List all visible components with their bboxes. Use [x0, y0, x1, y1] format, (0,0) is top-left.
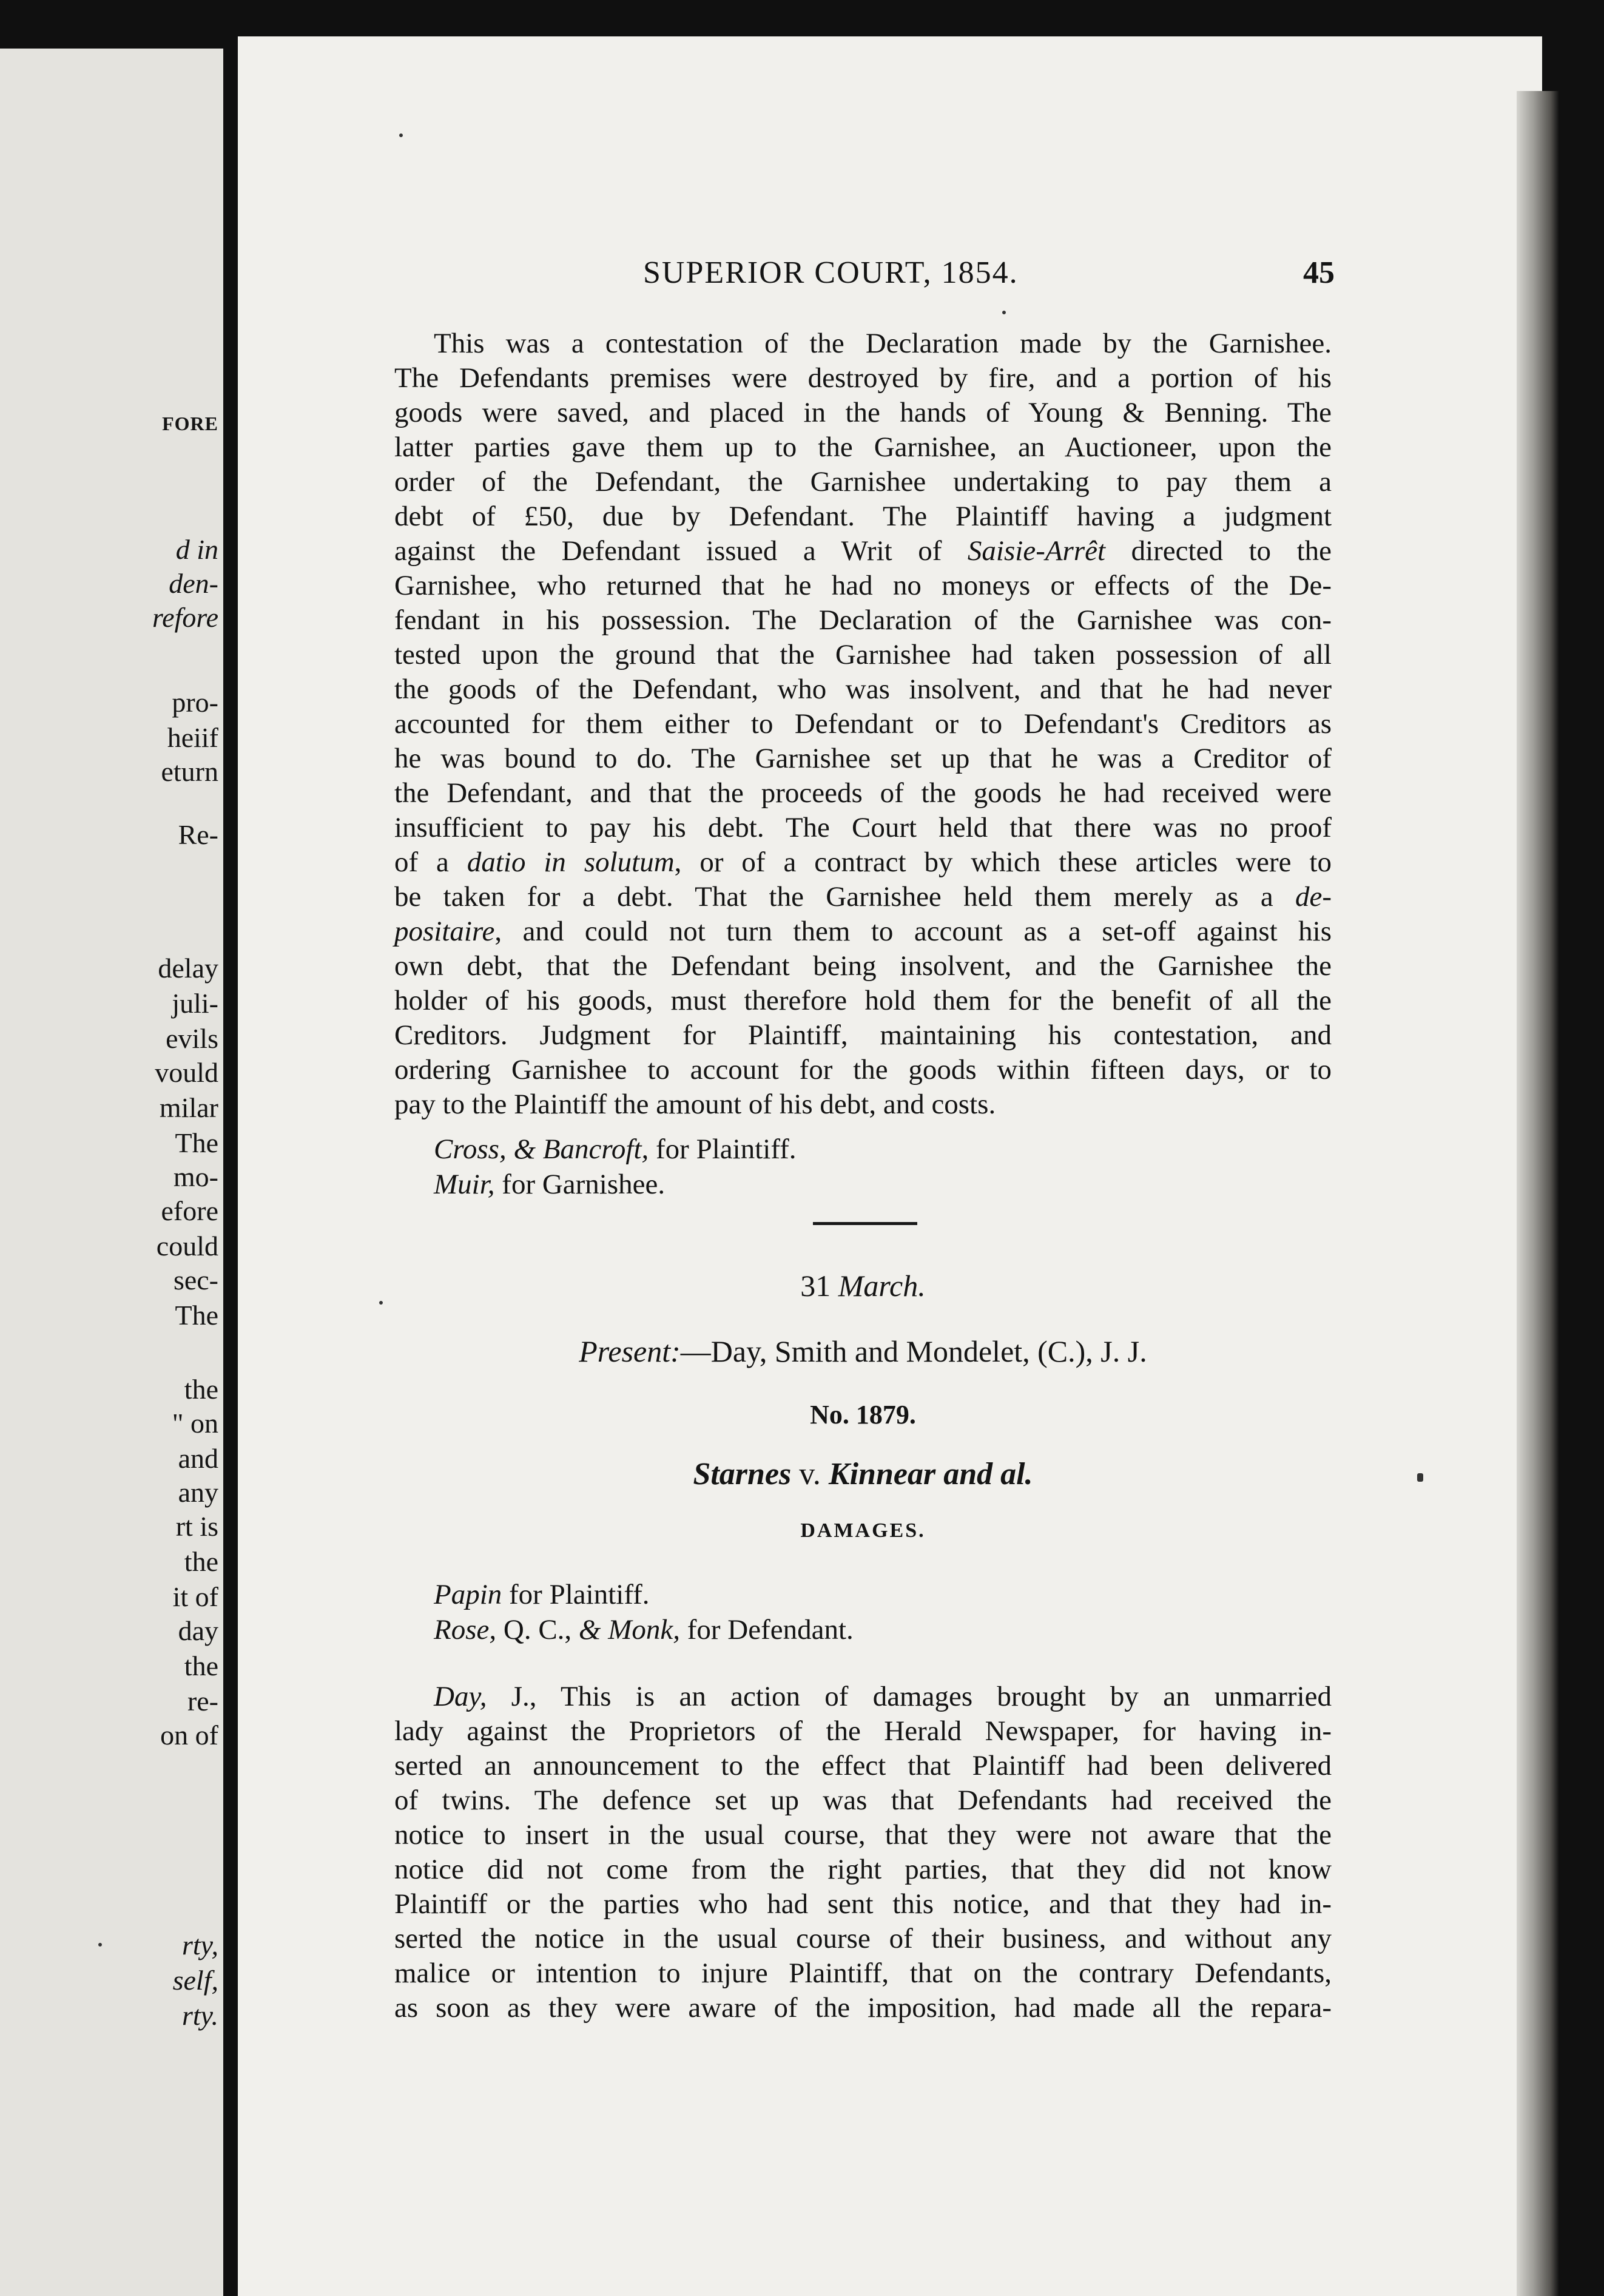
margin-fragment: and: [178, 1443, 218, 1474]
page-number: 45: [1303, 255, 1335, 290]
text-line: Plaintiff or the parties who had sent this notice, and that they had in-: [394, 1888, 1332, 1920]
text-line: accounted for them either to Defendant or to Defendant's Creditors as: [394, 708, 1332, 740]
present-judges: —Day, Smith and Mondelet, (C.), J. J.: [680, 1334, 1147, 1368]
text-line: as soon as they were aware of the imposition, had made all the repara-: [394, 1992, 1332, 2024]
counsel-defendant-line: [434, 1613, 854, 1647]
plaintiff-name: Starnes: [693, 1457, 792, 1491]
counsel-names: Cross, & Bancroft,: [434, 1133, 649, 1165]
margin-fragment: pro-: [172, 687, 218, 718]
text-line: notice did not come from the right parties, that they did not know: [394, 1854, 1332, 1885]
margin-fragment: the: [184, 1546, 218, 1577]
margin-fragment: The: [175, 1300, 218, 1331]
text-line: ordering Garnishee to account for the goods within fifteen days, or to: [394, 1054, 1332, 1086]
section-divider: [813, 1222, 917, 1225]
counsel-title: Q. C.,: [496, 1614, 579, 1646]
text-line: of a datio in solutum, or of a contract by which these articles were to: [394, 846, 1332, 878]
text-line: own debt, that the Defendant being insolvent, and the Garnishee the: [394, 950, 1332, 982]
text-line: be taken for a debt. That the Garnishee held them merely as a de-: [394, 881, 1332, 913]
text-line: holder of his goods, must therefore hold them for the benefit of all the: [394, 985, 1332, 1016]
text-line: positaire, and could not turn them to account as a set-off against his: [394, 916, 1332, 947]
text-line: goods were saved, and placed in the hands of Young & Benning. The: [394, 397, 1332, 428]
margin-fragment: milar: [159, 1092, 218, 1123]
margin-fragment: d in: [175, 534, 218, 565]
counsel-role: for Plaintiff.: [649, 1133, 797, 1165]
text-line: against the Defendant issued a Writ of Saisie-Arrêt directed to the: [394, 535, 1332, 567]
counsel-role: for Plaintiff.: [502, 1579, 650, 1610]
bench-line: [394, 1334, 1332, 1369]
margin-fragment: vould: [155, 1057, 218, 1088]
line-text: J., This is an action of damages brought by an unmarried: [487, 1681, 1332, 1712]
margin-fragment: evils: [166, 1023, 218, 1054]
date-day: 31: [800, 1269, 838, 1303]
margin-fragment: any: [178, 1477, 218, 1508]
margin-fragment: The: [175, 1127, 218, 1158]
text-line: The Defendants premises were destroyed by fire, and a portion of his: [394, 362, 1332, 394]
text-line: pay to the Plaintiff the amount of his debt, and costs.: [394, 1089, 996, 1120]
text-line: debt of £50, due by Defendant. The Plaintiff having a judgment: [394, 501, 1332, 532]
margin-fragment: rt is: [175, 1511, 218, 1542]
scan-speck: [399, 133, 403, 137]
margin-fragment: Re-: [178, 819, 218, 850]
judgment-paragraph: [394, 1680, 1332, 2025]
text-line: insufficient to pay his debt. The Court held that there was no proof: [394, 812, 1332, 843]
counsel-plaintiff-line: [434, 1132, 797, 1167]
text-line: serted an announcement to the effect that Plaintiff had been delivered: [394, 1750, 1332, 1781]
margin-fragment: the: [184, 1650, 218, 1681]
margin-fragment: the: [184, 1374, 218, 1405]
counsel-name: Rose,: [434, 1614, 497, 1646]
text-line: latter parties gave them up to the Garnishee, an Auctioneer, upon the: [394, 431, 1332, 463]
text-line: This was a contestation of the Declaration made by the Garnishee.: [434, 328, 1332, 359]
margin-fragment: day: [178, 1615, 218, 1646]
counsel-garnishee-line: [434, 1167, 665, 1202]
text-line: of twins. The defence set up was that Defendants had received the: [394, 1784, 1332, 1816]
text-line: malice or intention to injure Plaintiff, that on the contrary Defendants,: [394, 1957, 1332, 1989]
margin-fragment: delay: [158, 953, 218, 984]
case-title: [394, 1456, 1332, 1492]
margin-fragment: sec-: [173, 1264, 218, 1295]
running-header: [388, 255, 1335, 297]
text-line: tested upon the ground that the Garnishee had taken possession of all: [394, 639, 1332, 670]
margin-fragment: juli-: [172, 988, 218, 1019]
margin-fragment: could: [156, 1231, 218, 1261]
text-line: lady against the Proprietors of the Herald Newspaper, for having in-: [394, 1715, 1332, 1747]
margin-fragment: " on: [172, 1408, 218, 1439]
text-line: order of the Defendant, the Garnishee undertaking to pay them a: [394, 466, 1332, 498]
versus: v.: [791, 1457, 829, 1491]
scan-speck: [98, 1943, 102, 1947]
defendant-name: Kinnear and al.: [828, 1457, 1033, 1491]
date-month: March.: [838, 1269, 926, 1303]
counsel-plaintiff-line-2: [434, 1578, 650, 1612]
margin-fragment: den-: [169, 568, 218, 599]
margin-fragment: refore: [152, 602, 218, 633]
case-number: No. 1879.: [810, 1400, 916, 1430]
counsel-role: for Garnishee.: [494, 1169, 666, 1200]
margin-fragment: FORE: [162, 413, 218, 434]
margin-fragment: on of: [160, 1720, 218, 1751]
margin-fragment: eturn: [161, 756, 218, 787]
text-line: he was bound to do. The Garnishee set up that he was a Creditor of: [394, 743, 1332, 774]
text-line: the goods of the Defendant, who was insolvent, and that he had never: [394, 674, 1332, 705]
text-line: the Defendant, and that the proceeds of the goods he had received were: [394, 777, 1332, 809]
scan-speck: [1417, 1473, 1423, 1482]
present-label: Present:: [579, 1334, 681, 1368]
counsel-names: Papin: [434, 1579, 502, 1610]
margin-fragment: efore: [161, 1195, 218, 1226]
text-line: [394, 1680, 1332, 1714]
margin-fragment: rty,: [181, 1930, 218, 1960]
page-gutter-shadow: [1517, 91, 1559, 2296]
counsel-role: for Defendant.: [680, 1614, 854, 1646]
scan-speck: [379, 1301, 383, 1305]
running-title: SUPERIOR COURT, 1854.: [643, 255, 1019, 290]
hearing-date: [394, 1268, 1332, 1303]
margin-fragment: it of: [172, 1581, 218, 1612]
counsel-name: & Monk,: [578, 1614, 680, 1646]
margin-fragment: self,: [172, 1965, 218, 1996]
text-line: Garnishee, who returned that he had no moneys or effects of the De-: [394, 570, 1332, 601]
previous-page-edge: [0, 49, 223, 2296]
margin-fragment: mo-: [173, 1161, 218, 1192]
text-line: notice to insert in the usual course, that they were not aware that the: [394, 1819, 1332, 1851]
text-line: Creditors. Judgment for Plaintiff, maintaining his contestation, and: [394, 1019, 1332, 1051]
text-line: serted the notice in the usual course of their business, and without any: [394, 1923, 1332, 1954]
case-subject: DAMAGES.: [800, 1519, 926, 1542]
scan-speck: [1002, 311, 1006, 314]
text-line: fendant in his possession. The Declaration of the Garnishee was con-: [394, 604, 1332, 636]
margin-fragment: rty.: [181, 2000, 218, 2031]
margin-fragment: heiif: [167, 722, 218, 753]
counsel-names: Muir,: [434, 1169, 495, 1200]
judge-name: Day,: [434, 1681, 487, 1712]
case-report-paragraph: [394, 326, 1332, 1122]
margin-fragment: re-: [187, 1686, 218, 1717]
